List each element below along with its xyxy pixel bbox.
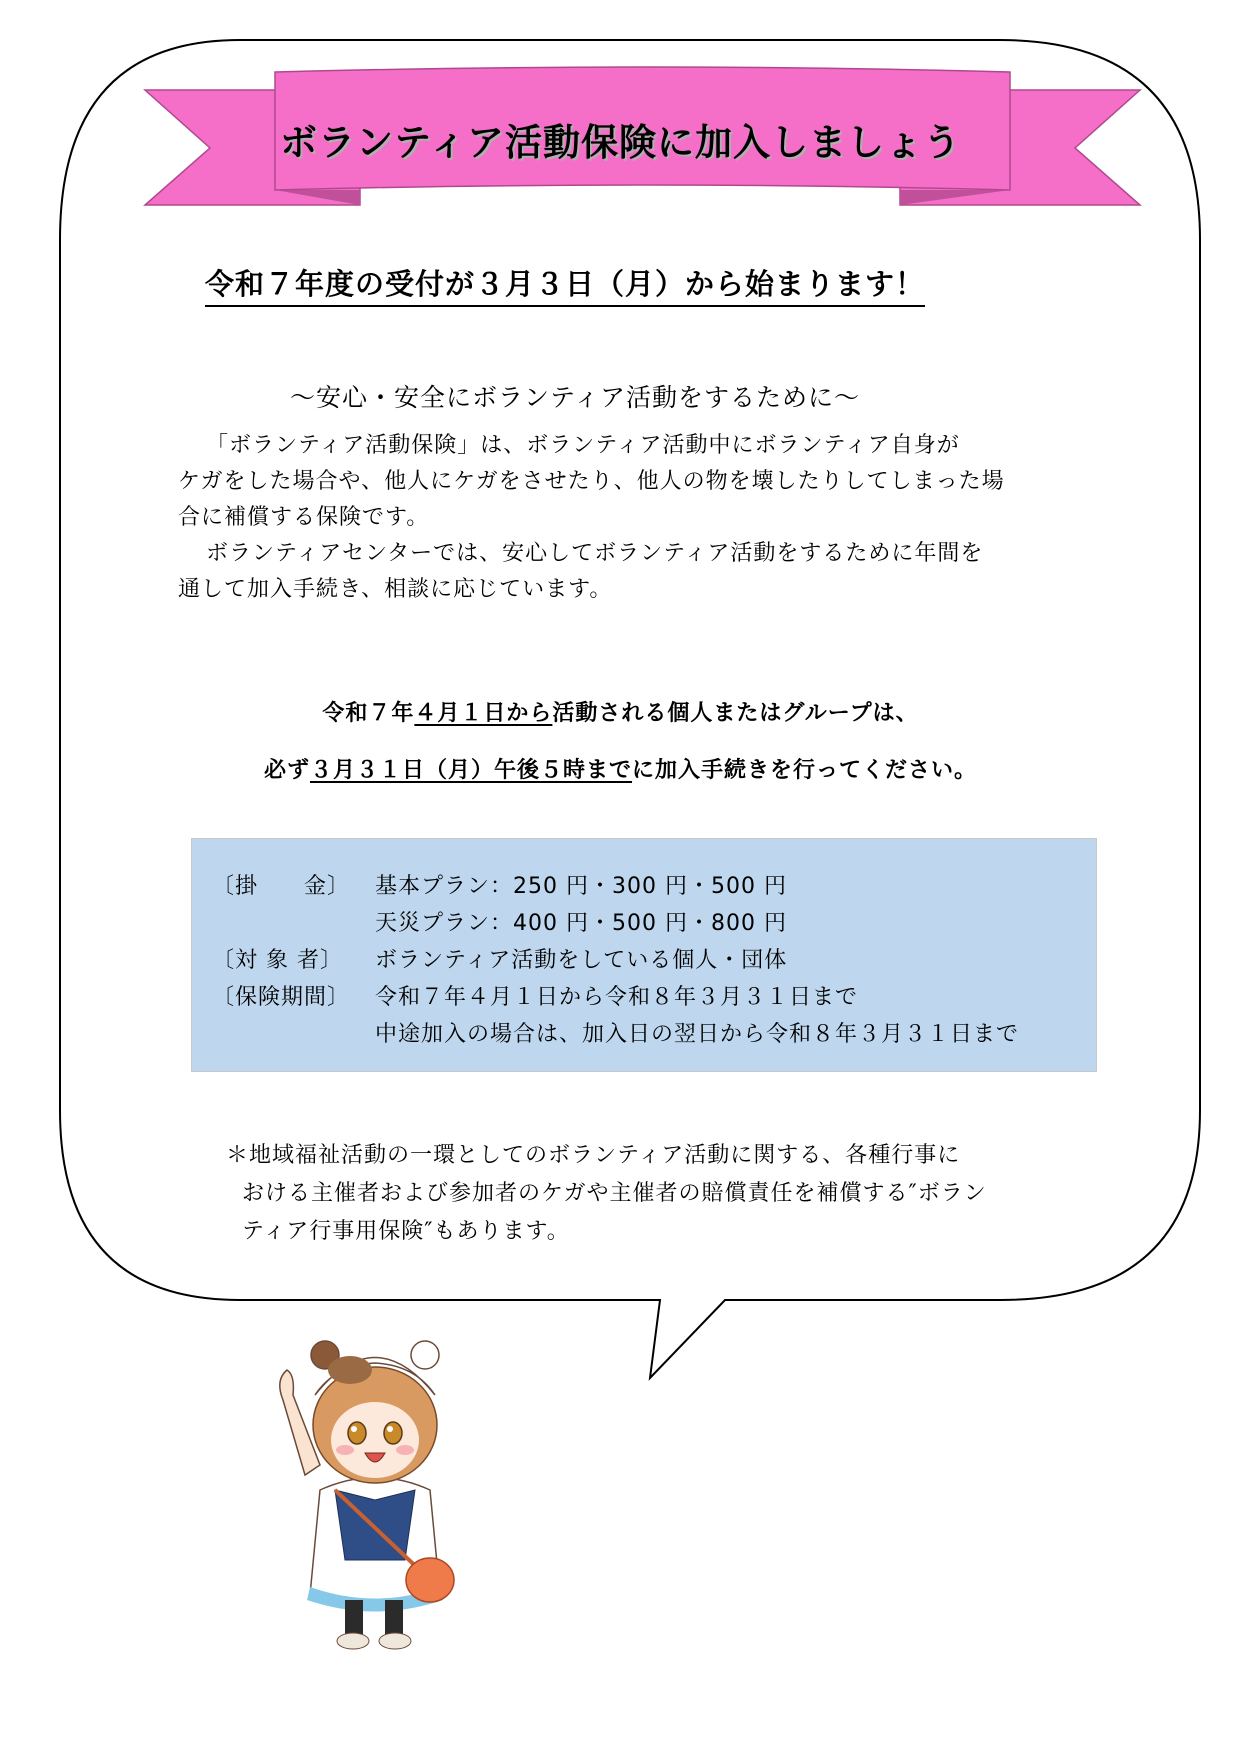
- info-label: 〔保険期間〕: [212, 985, 351, 1010]
- info-row-eligible: [212, 943, 787, 974]
- notice-line-2: [0, 753, 1241, 784]
- info-value: 令和７年４月１日から令和８年３月３１日まで: [375, 985, 859, 1010]
- info-value: 天災プラン：400 円・500 円・800 円: [375, 911, 787, 936]
- info-value: ボランティア活動をしている個人・団体: [375, 948, 788, 973]
- intro-line: 通して加入手続き、相談に応じています。: [178, 577, 613, 602]
- notice-text: 必ず: [263, 758, 310, 783]
- info-value: 基本プラン：250 円・300 円・500 円: [375, 874, 787, 899]
- notice-text: に加入手続きを行ってください。: [632, 758, 978, 783]
- headline: 令和７年度の受付が３月３日（月）から始まります！: [205, 262, 925, 307]
- info-row-period: [212, 980, 858, 1011]
- info-row-midterm: [212, 1017, 1019, 1048]
- intro-line: 合に補償する保険です。: [178, 505, 430, 530]
- notice-text: 令和７年: [322, 701, 415, 726]
- info-label: 〔対 象 者〕: [212, 948, 343, 973]
- footnote-line: ＊地域福祉活動の一環としてのボランティア活動に関する、各種行事に: [226, 1143, 961, 1168]
- banner-title: ボランティア活動保険に加入しましょう: [280, 121, 962, 164]
- info-label: 〔掛 金〕: [212, 874, 351, 899]
- intro-line: 「ボランティア活動保険」は、ボランティア活動中にボランティア自身が: [206, 433, 960, 458]
- footnote-line: おける主催者および参加者のケガや主催者の賠償責任を補償する″ボラン: [242, 1181, 987, 1206]
- info-value: 中途加入の場合は、加入日の翌日から令和８年３月３１日まで: [375, 1022, 1020, 1047]
- intro-line: ボランティアセンターでは、安心してボランティア活動をするために年間を: [206, 541, 984, 566]
- footnote: [226, 1137, 1086, 1251]
- mascot-girl-waving-icon: [265, 1325, 485, 1655]
- notice-text: 活動される個人またはグループは、: [552, 701, 919, 726]
- notice-date-start: ４月１日から: [414, 701, 553, 726]
- info-row-disaster-plan: [212, 906, 787, 937]
- info-row-premium: [212, 869, 787, 900]
- notice-line-1: [0, 696, 1241, 727]
- subheadline: ～安心・安全にボランティア活動をするために～: [290, 383, 861, 412]
- insurance-info-box: [191, 838, 1097, 1072]
- footnote-line: ティア行事用保険″もあります。: [242, 1219, 570, 1244]
- notice-deadline: ３月３１日（月）午後５時まで: [309, 758, 632, 783]
- intro-paragraph: [178, 428, 1078, 608]
- intro-line: ケガをした場合や、他人にケガをさせたり、他人の物を壊したりしてしまった場: [178, 469, 1005, 494]
